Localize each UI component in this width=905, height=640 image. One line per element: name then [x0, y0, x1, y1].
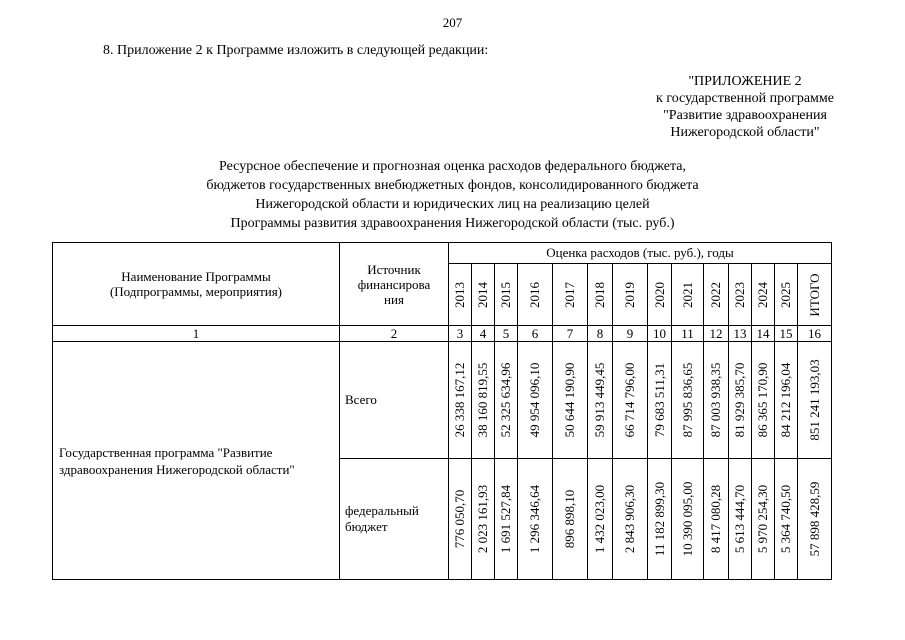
header-source-line: финансирова [357, 276, 431, 292]
header-name-line: (Подпрограммы, мероприятия) [109, 284, 283, 299]
value-cell [798, 459, 832, 580]
appendix-line: "ПРИЛОЖЕНИЕ 2 [688, 74, 802, 89]
value-text: 5 613 444,70 [732, 484, 747, 554]
value-cell [588, 342, 613, 459]
column-number: 16 [798, 326, 832, 342]
year-header-cell [704, 264, 729, 326]
value-cell [672, 342, 704, 459]
value-cell [672, 459, 704, 580]
column-number: 6 [518, 326, 553, 342]
column-number: 10 [648, 326, 672, 342]
column-number: 11 [672, 326, 704, 342]
value-cell [553, 342, 588, 459]
value-cell [775, 342, 798, 459]
value-cell [588, 459, 613, 580]
appendix-line: "Развитие здравоохранения [663, 108, 827, 123]
value-text: 86 365 170,90 [755, 362, 770, 438]
value-cell [798, 342, 832, 459]
column-number: 8 [588, 326, 613, 342]
year-label: ИТОГО [806, 272, 822, 317]
header-expense-estimate: Оценка расходов (тыс. руб.), годы [449, 243, 832, 264]
program-name-cell [53, 342, 340, 580]
value-cell [729, 342, 752, 459]
value-cell [518, 342, 553, 459]
value-cell [472, 459, 495, 580]
title-line: Нижегородской области и юридических лиц на реализацию целей [255, 197, 650, 212]
funding-source-line: Всего [345, 392, 377, 407]
header-row [53, 243, 832, 264]
value-text: 1 296 346,64 [527, 484, 542, 554]
page-number: 207 [442, 15, 463, 30]
year-label: 2022 [708, 281, 723, 308]
value-cell [472, 342, 495, 459]
title-line: бюджетов государственных внебюджетных фондов, консолидированного бюджета [206, 178, 699, 193]
year-label: 2013 [452, 281, 467, 308]
column-number: 7 [553, 326, 588, 342]
header-funding-source [340, 243, 449, 326]
value-text: 8 417 080,28 [708, 484, 723, 554]
table-row [53, 342, 832, 459]
year-label: 2025 [778, 281, 793, 308]
value-text: 11 182 899,30 [651, 481, 667, 557]
header-program-name [53, 243, 340, 326]
value-text: 87 003 938,35 [708, 362, 723, 438]
program-name-line: здравоохранения Нижегородской области" [59, 461, 295, 477]
year-header-cell [449, 264, 472, 326]
year-label: 2020 [651, 281, 667, 308]
value-cell [752, 342, 775, 459]
value-text: 2 023 161,93 [475, 484, 490, 554]
year-header-cell [648, 264, 672, 326]
year-label: 2024 [755, 281, 770, 308]
budget-table [52, 242, 832, 580]
funding-source-line: бюджет [345, 519, 388, 534]
year-header-cell [613, 264, 648, 326]
value-text: 1 432 023,00 [592, 484, 607, 554]
year-header-cell [752, 264, 775, 326]
value-text: 10 390 095,00 [679, 481, 695, 557]
value-text: 851 241 193,03 [806, 359, 822, 441]
value-cell [648, 342, 672, 459]
year-header-cell [672, 264, 704, 326]
year-header-cell [775, 264, 798, 326]
year-header-cell [729, 264, 752, 326]
value-cell [704, 342, 729, 459]
value-text: 896 898,10 [562, 489, 577, 549]
value-cell [775, 459, 798, 580]
column-number: 15 [775, 326, 798, 342]
year-header-cell [472, 264, 495, 326]
value-text: 1 691 527,84 [498, 484, 513, 554]
funding-source-line: федеральный [345, 503, 419, 518]
value-text: 776 050,70 [452, 489, 467, 549]
year-header-cell [588, 264, 613, 326]
year-label: 2018 [592, 281, 607, 308]
year-label: 2019 [622, 281, 637, 308]
funding-source-cell [340, 342, 449, 459]
value-cell [729, 459, 752, 580]
column-number: 2 [340, 326, 449, 342]
value-cell [553, 459, 588, 580]
value-text: 79 683 511,31 [651, 362, 667, 438]
value-text: 66 714 796,00 [622, 362, 637, 438]
year-label: 2023 [732, 281, 747, 308]
document-title [0, 157, 905, 233]
value-text: 2 843 906,30 [622, 484, 637, 554]
year-label: 2021 [679, 281, 695, 308]
value-text: 38 160 819,55 [475, 362, 490, 438]
year-header-cell [518, 264, 553, 326]
value-cell [752, 459, 775, 580]
appendix-heading [600, 73, 890, 141]
column-number: 5 [495, 326, 518, 342]
header-source-line: Источник [367, 261, 421, 277]
year-label: 2015 [498, 281, 513, 308]
value-cell [704, 459, 729, 580]
appendix-line: к государственной программе [656, 91, 834, 106]
year-label: 2016 [527, 281, 542, 308]
column-number: 9 [613, 326, 648, 342]
value-text: 49 954 096,10 [527, 362, 542, 438]
value-text: 5 364 740,50 [778, 484, 793, 554]
instruction-text: 8. Приложение 2 к Программе изложить в следующей редакции: [103, 43, 489, 58]
column-number: 14 [752, 326, 775, 342]
column-numbers-row [53, 326, 832, 342]
value-text: 87 995 836,65 [679, 362, 695, 438]
year-label: 2017 [562, 281, 577, 308]
value-cell [495, 459, 518, 580]
value-cell [449, 342, 472, 459]
value-text: 5 970 254,30 [755, 484, 770, 554]
year-label: 2014 [475, 281, 490, 308]
year-header-cell [553, 264, 588, 326]
value-cell [648, 459, 672, 580]
header-source-line: ния [384, 291, 404, 307]
year-header-cell [495, 264, 518, 326]
funding-source-cell [340, 459, 449, 580]
value-text: 84 212 196,04 [778, 362, 793, 438]
value-cell [495, 342, 518, 459]
column-number: 1 [53, 326, 340, 342]
value-text: 57 898 428,59 [806, 481, 822, 557]
value-text: 26 338 167,12 [452, 362, 467, 438]
value-text: 81 929 385,70 [732, 362, 747, 438]
column-number: 4 [472, 326, 495, 342]
value-cell [449, 459, 472, 580]
value-text: 52 325 634,96 [498, 362, 513, 438]
value-text: 59 913 449,45 [592, 362, 607, 438]
header-name-line: Наименование Программы [121, 269, 271, 284]
column-number: 13 [729, 326, 752, 342]
year-header-cell [798, 264, 832, 326]
column-number: 3 [449, 326, 472, 342]
program-name-line: Государственная программа "Развитие [59, 444, 273, 460]
value-cell [518, 459, 553, 580]
title-line: Программы развития здравоохранения Нижегородской области (тыс. руб.) [230, 216, 675, 231]
value-cell [613, 459, 648, 580]
title-line: Ресурсное обеспечение и прогнозная оценка расходов федерального бюджета, [219, 159, 686, 174]
appendix-line: Нижегородской области" [670, 125, 820, 140]
value-text: 50 644 190,90 [562, 362, 577, 438]
column-number: 12 [704, 326, 729, 342]
value-cell [613, 342, 648, 459]
